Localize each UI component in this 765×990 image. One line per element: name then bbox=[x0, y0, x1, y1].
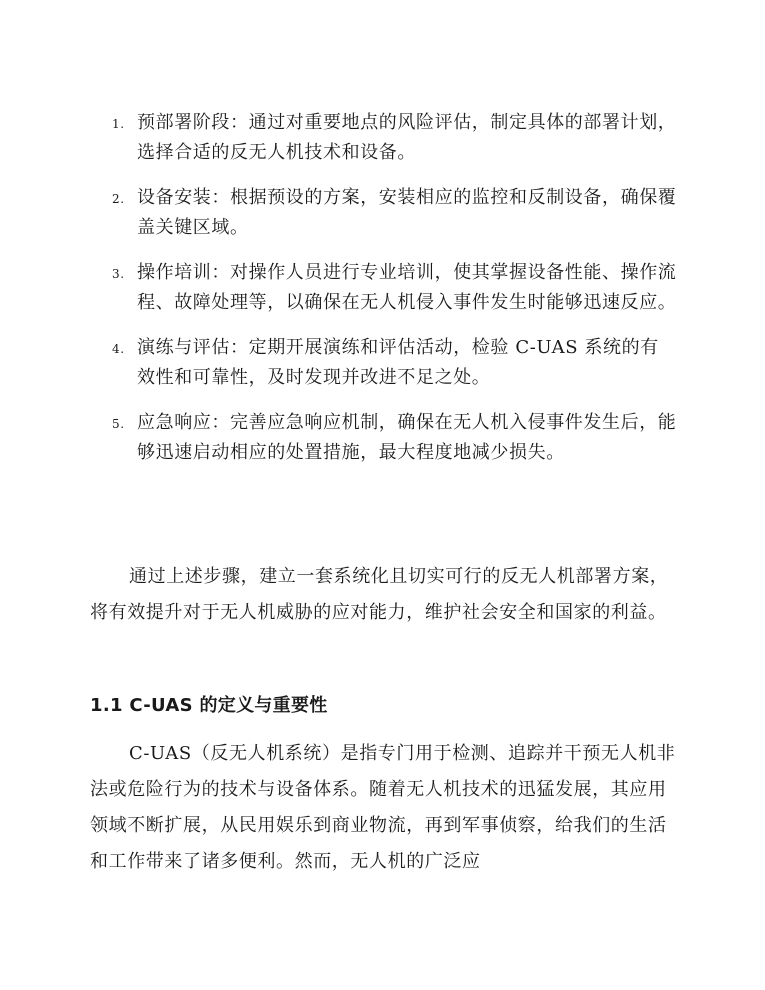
list-item bbox=[0, 258, 677, 318]
list-item-number: 1. bbox=[112, 117, 125, 131]
list-item-number: 3. bbox=[112, 267, 125, 281]
list-item-text: 应急响应：完善应急响应机制，确保在无人机入侵事件发生后，能够迅速启动相应的处置措施，最大程度地减少损失。 bbox=[137, 412, 677, 463]
list-item-number: 2. bbox=[112, 192, 125, 206]
list-item-number: 5. bbox=[112, 417, 125, 431]
list-item-text: 预部署阶段：通过对重要地点的风险评估，制定具体的部署计划，选择合适的反无人机技术和设备。 bbox=[137, 112, 677, 163]
section-heading: 1.1 C-UAS 的定义与重要性 bbox=[90, 694, 328, 716]
section-paragraph: C-UAS（反无人机系统）是指专门用于检测、追踪并干预无人机非法或危险行为的技术与设备体系。随着无人机技术的迅猛发展，其应用领域不断扩展，从民用娱乐到商业物流，再到军事侦察，给我们的生活和工作带来了诸多便利。然而，无人机的广泛应 bbox=[90, 743, 676, 872]
list-item bbox=[0, 333, 677, 393]
list-item-text: 演练与评估：定期开展演练和评估活动，检验 C-UAS 系统的有效性和可靠性，及时发现并改进不足之处。 bbox=[137, 337, 659, 388]
summary-paragraph: 通过上述步骤，建立一套系统化且切实可行的反无人机部署方案，将有效提升对于无人机威胁的应对能力，维护社会安全和国家的利益。 bbox=[90, 566, 669, 623]
deployment-steps-list bbox=[0, 108, 765, 483]
list-item-number: 4. bbox=[112, 342, 125, 356]
list-item-text: 操作培训：对操作人员进行专业培训，使其掌握设备性能、操作流程、故障处理等，以确保在无人机侵入事件发生时能够迅速反应。 bbox=[137, 262, 677, 313]
list-item bbox=[0, 183, 677, 243]
list-item bbox=[0, 108, 677, 168]
list-item bbox=[0, 408, 677, 468]
list-item-text: 设备安装：根据预设的方案，安装相应的监控和反制设备，确保覆盖关键区域。 bbox=[137, 187, 677, 238]
